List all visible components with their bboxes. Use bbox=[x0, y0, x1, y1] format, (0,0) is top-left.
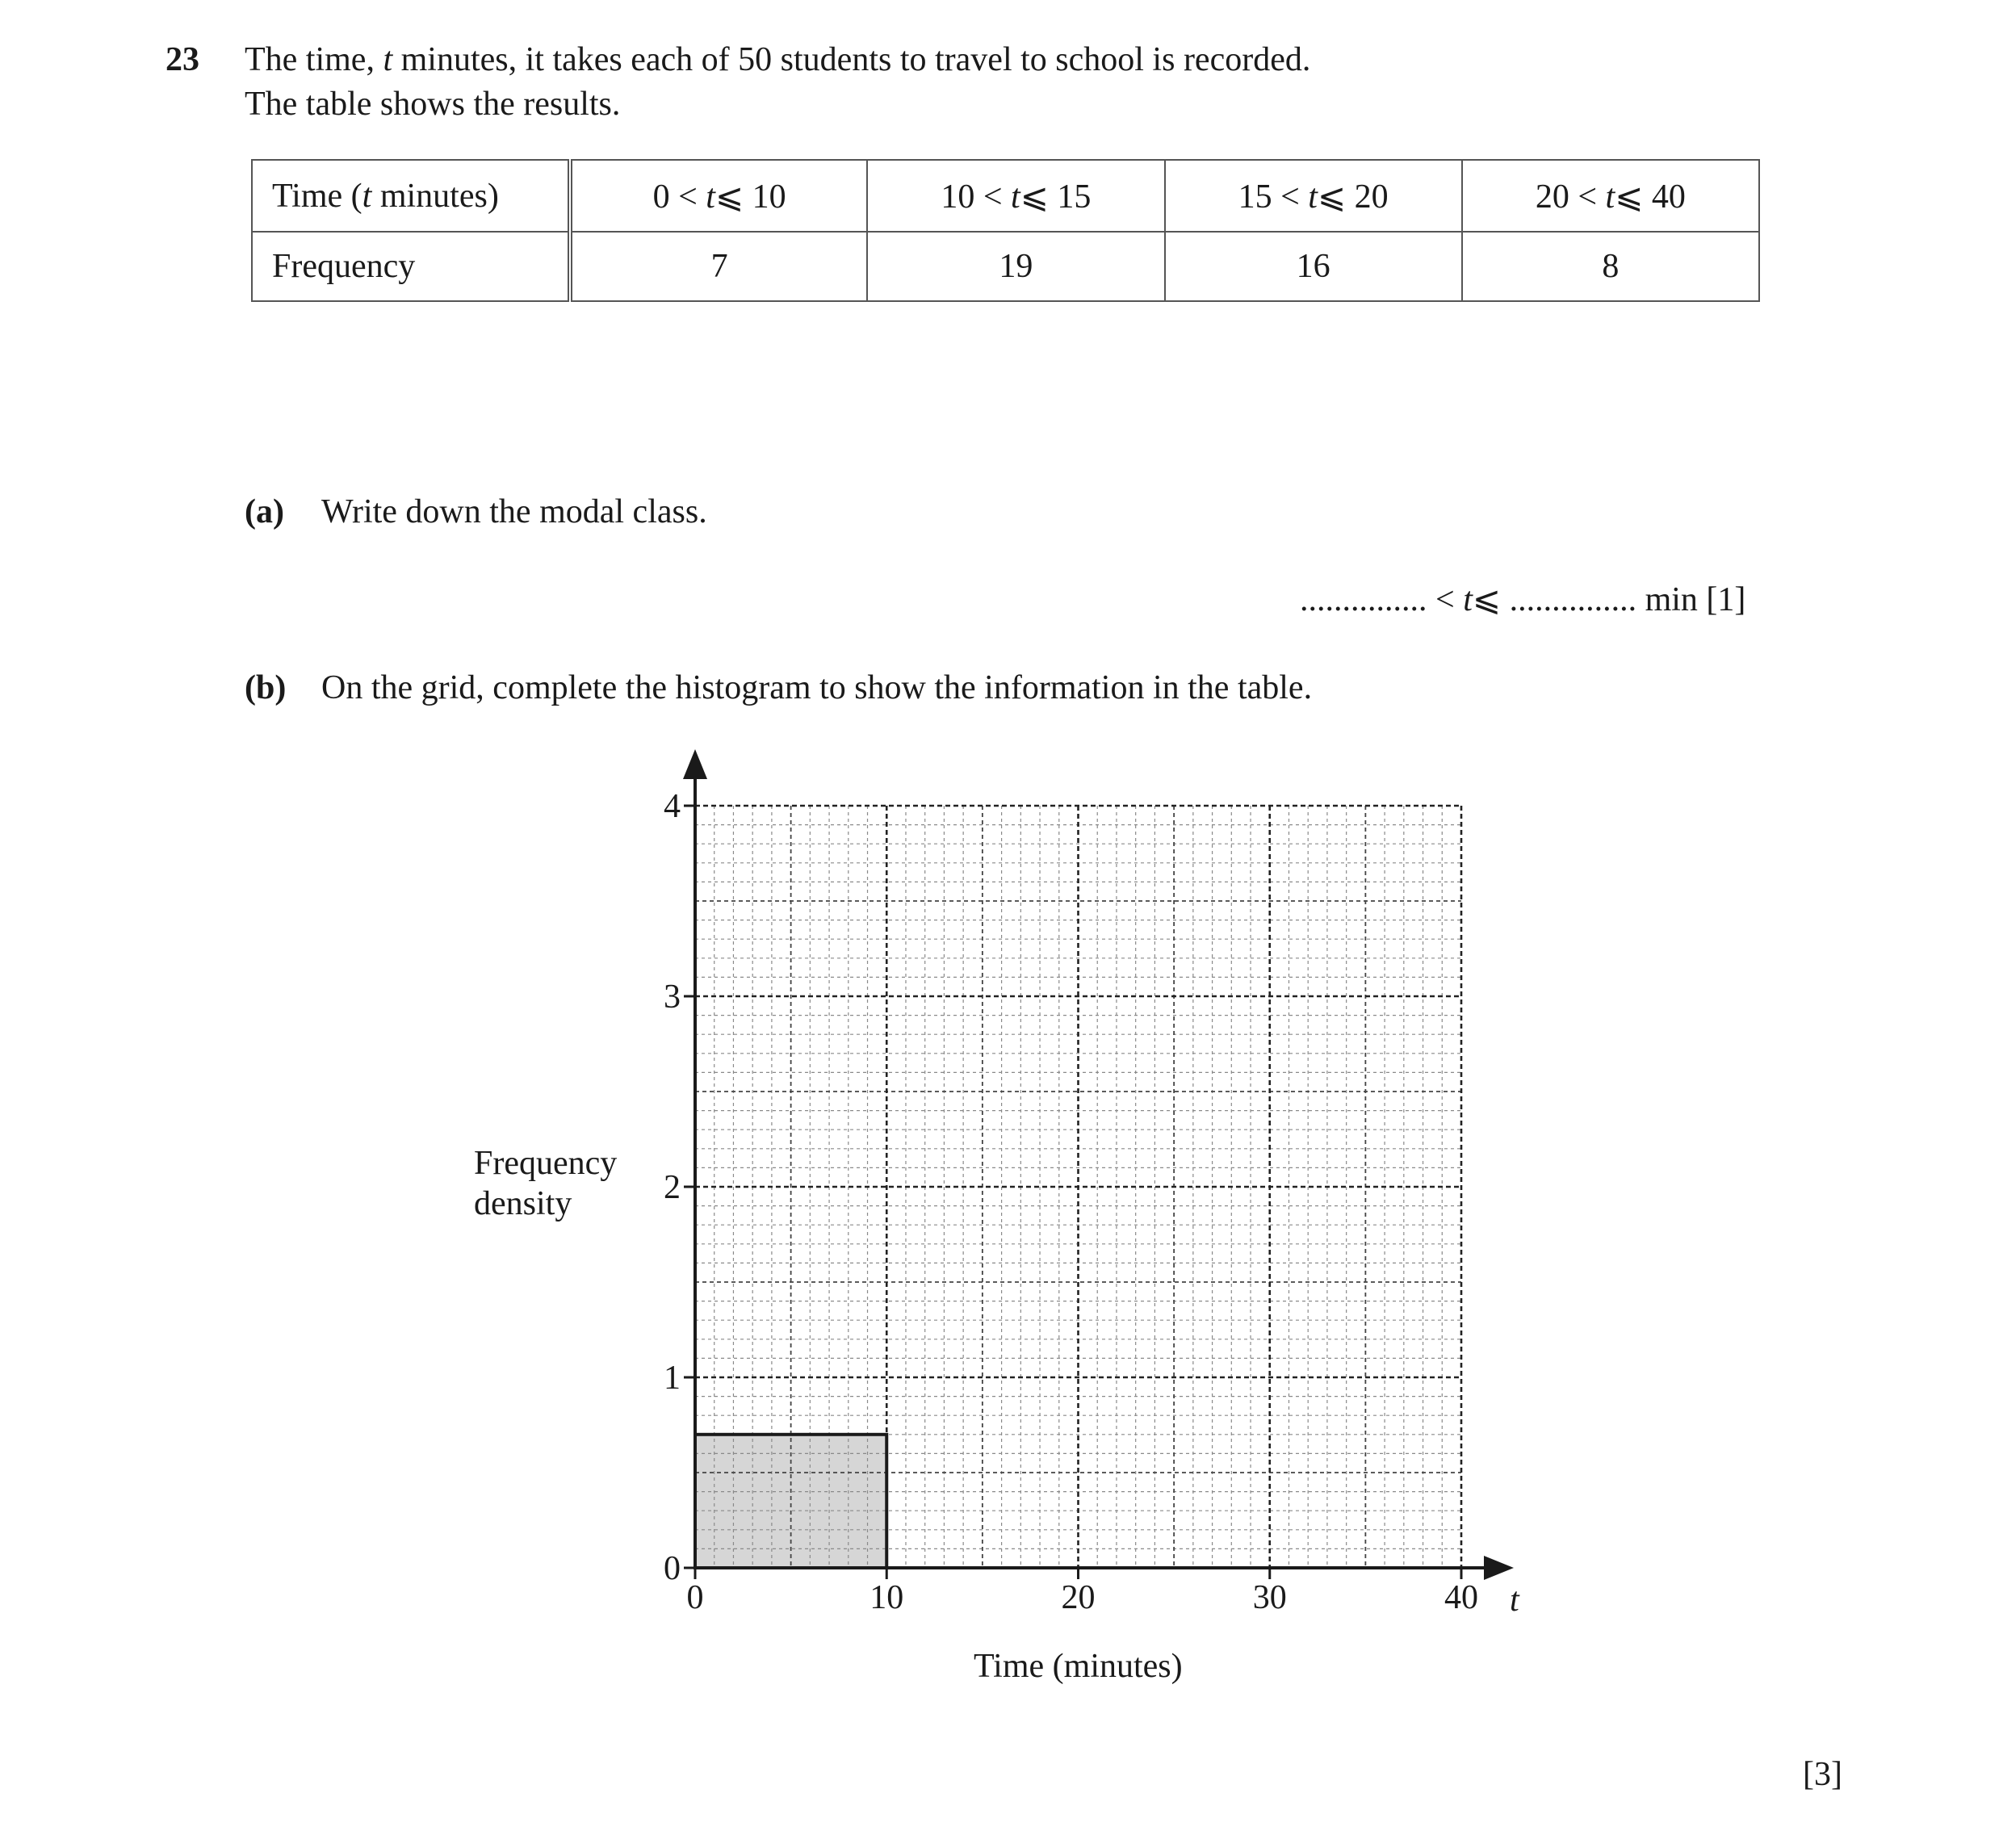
class-high: 15 bbox=[1057, 178, 1092, 216]
class-low: 15 bbox=[1238, 178, 1272, 216]
answer-blank-lower[interactable]: ............... bbox=[1300, 581, 1427, 618]
time-label-a: Time ( bbox=[272, 177, 362, 215]
answer-var: t bbox=[1463, 581, 1473, 618]
class-low: 20 bbox=[1535, 178, 1569, 216]
y-axis-label-line2: density bbox=[474, 1185, 572, 1223]
part-a-marks: [1] bbox=[1697, 581, 1746, 618]
table-cell-frequency: 19 bbox=[867, 232, 1164, 301]
part-a-label: (a) bbox=[245, 493, 284, 530]
y-axis-label bbox=[474, 1143, 652, 1225]
question-intro-line2: The table shows the results. bbox=[245, 86, 621, 123]
class-var: t bbox=[1605, 178, 1615, 216]
y-tick-label: 0 bbox=[664, 1550, 681, 1587]
answer-lt: < bbox=[1427, 581, 1464, 618]
lt-symbol: < bbox=[1569, 178, 1606, 216]
x-tick-label: 0 bbox=[686, 1579, 704, 1616]
question-number: 23 bbox=[166, 41, 199, 78]
y-tick-label: 3 bbox=[664, 978, 681, 1016]
part-a-text: Write down the modal class. bbox=[321, 493, 707, 530]
answer-unit: min bbox=[1636, 581, 1698, 618]
x-tick-label: 40 bbox=[1444, 1579, 1478, 1616]
x-axis-label: Time (minutes) bbox=[974, 1648, 1183, 1685]
y-tick-label: 4 bbox=[664, 788, 681, 825]
le-symbol: ⩽ bbox=[1615, 178, 1652, 216]
class-low: 10 bbox=[941, 178, 975, 216]
y-tick-label: 2 bbox=[664, 1169, 681, 1206]
le-symbol: ⩽ bbox=[714, 178, 752, 216]
le-symbol: ⩽ bbox=[1317, 178, 1355, 216]
y-axis-label-line1: Frequency bbox=[474, 1145, 618, 1182]
le-symbol: ⩽ bbox=[1020, 178, 1058, 216]
class-low: 0 bbox=[652, 178, 670, 216]
part-b-label: (b) bbox=[245, 669, 287, 706]
time-label-var: t bbox=[362, 177, 372, 215]
x-tick-label: 20 bbox=[1061, 1579, 1096, 1616]
intro-text-b: minutes, it takes each of 50 students to travel to school is recorded. bbox=[392, 41, 1311, 78]
answer-le: ⩽ bbox=[1472, 581, 1510, 618]
class-var: t bbox=[1011, 178, 1020, 216]
table-cell-frequency: 8 bbox=[1462, 232, 1759, 301]
class-high: 40 bbox=[1651, 178, 1686, 216]
x-tick-label: 10 bbox=[870, 1579, 904, 1616]
answer-blank-upper[interactable]: ............... bbox=[1509, 581, 1637, 618]
class-var: t bbox=[706, 178, 715, 216]
table-header-frequency: Frequency bbox=[252, 232, 570, 301]
class-high: 20 bbox=[1354, 178, 1389, 216]
part-b-marks: [3] bbox=[1803, 1756, 1842, 1793]
x-tick-label: 30 bbox=[1252, 1579, 1287, 1616]
lt-symbol: < bbox=[974, 178, 1012, 216]
time-label-b: minutes) bbox=[371, 177, 499, 215]
lt-symbol: < bbox=[669, 178, 706, 216]
lt-symbol: < bbox=[1272, 178, 1309, 216]
x-axis-arrow bbox=[1484, 1556, 1514, 1580]
intro-text-a: The time, bbox=[245, 41, 383, 78]
table-cell-frequency: 16 bbox=[1165, 232, 1462, 301]
class-var: t bbox=[1308, 178, 1318, 216]
y-axis-arrow bbox=[683, 749, 707, 779]
table-cell-frequency: 7 bbox=[570, 232, 867, 301]
part-b-text: On the grid, complete the histogram to show the information in the table. bbox=[321, 669, 1313, 706]
y-tick-label: 1 bbox=[664, 1360, 681, 1397]
x-axis-variable: t bbox=[1510, 1582, 1519, 1619]
class-high: 10 bbox=[752, 178, 786, 216]
intro-variable: t bbox=[383, 41, 393, 78]
